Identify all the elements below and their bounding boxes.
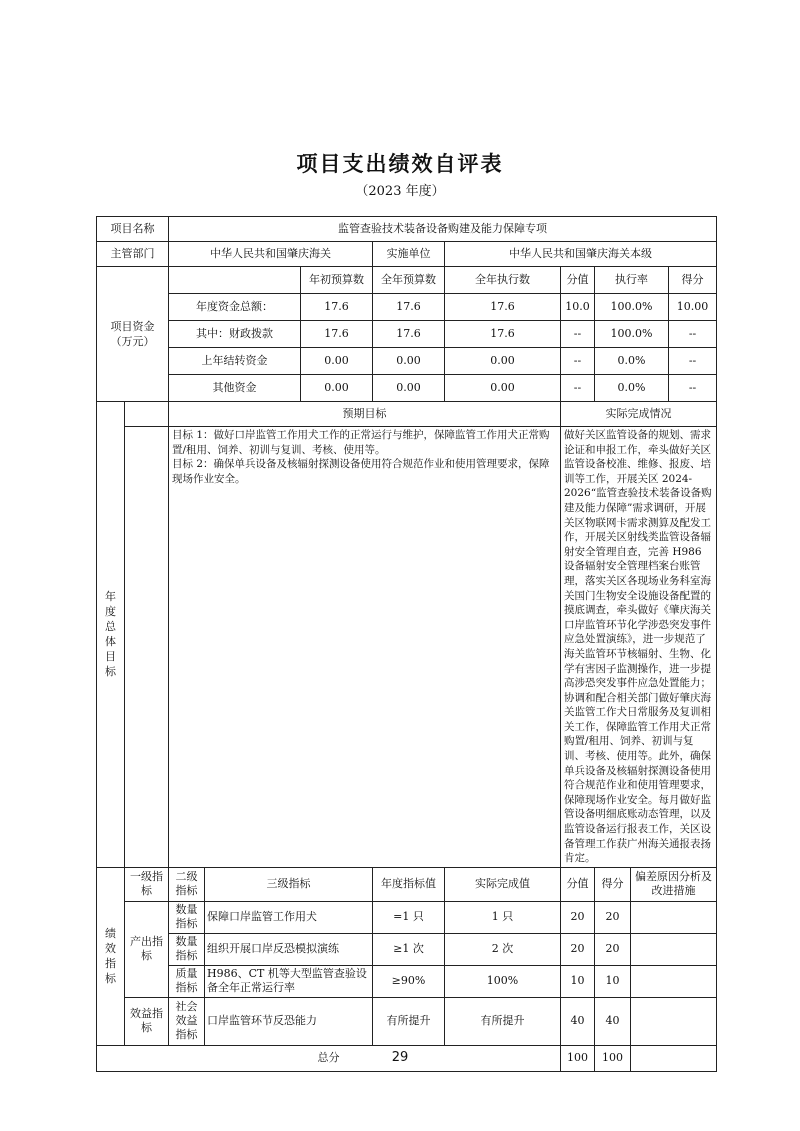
total-score: 100 bbox=[595, 1045, 631, 1071]
funds-row-initial: 17.6 bbox=[301, 321, 373, 348]
funds-row-executed: 17.6 bbox=[445, 294, 561, 321]
goals-expected-text-value: 目标 1：做好口岸监管工作用犬工作的正常运行与维护，保障监管工作用犬正常购置/租用、饲养、初训与复训、考核、使用等。 目标 2：确保单兵设备及核辐射探测设备使用符合规范作业和使用管理要求，保障现场作业安全。 bbox=[172, 429, 550, 485]
indicator-score-value: 20 bbox=[561, 933, 595, 965]
indicators-label: 绩 效 指 标 bbox=[97, 867, 125, 1045]
indicator-score-value: 20 bbox=[561, 901, 595, 933]
goals-content-row bbox=[97, 427, 717, 868]
indicator-l2: 数量指标 bbox=[169, 933, 205, 965]
impl-label: 实施单位 bbox=[373, 242, 445, 267]
funds-row-score: -- bbox=[669, 348, 717, 375]
funds-row-name: 上年结转资金 bbox=[169, 348, 301, 375]
year-subtitle: （2023 年度） bbox=[355, 184, 445, 199]
funds-header-annual: 全年预算数 bbox=[373, 267, 445, 294]
dept-value: 中华人民共和国肇庆海关 bbox=[169, 242, 373, 267]
indicator-actual: 1 只 bbox=[445, 901, 561, 933]
indicator-score: 20 bbox=[595, 901, 631, 933]
funds-row-annual: 0.00 bbox=[373, 348, 445, 375]
funds-row-rate: 100.0% bbox=[595, 321, 669, 348]
indicator-header-l1: 一级指标 bbox=[125, 867, 169, 901]
indicator-l2: 数量指标 bbox=[169, 901, 205, 933]
funds-header-blank bbox=[169, 267, 301, 294]
indicator-l2: 社会效益指标 bbox=[169, 997, 205, 1045]
funds-row-annual: 17.6 bbox=[373, 294, 445, 321]
indicator-row bbox=[97, 965, 717, 997]
indicator-header-remark: 偏差原因分析及改进措施 bbox=[631, 867, 717, 901]
funds-row-initial: 0.00 bbox=[301, 348, 373, 375]
funds-row-executed: 0.00 bbox=[445, 348, 561, 375]
indicator-l3: 口岸监管环节反恐能力 bbox=[205, 997, 373, 1045]
funds-label: 项目资金 （万元） bbox=[97, 267, 169, 402]
funds-row-executed: 17.6 bbox=[445, 321, 561, 348]
indicator-remark bbox=[631, 933, 717, 965]
funds-row-score: -- bbox=[669, 375, 717, 402]
indicator-remark bbox=[631, 901, 717, 933]
department-row bbox=[97, 242, 717, 267]
funds-header-score-value: 分值 bbox=[561, 267, 595, 294]
indicator-l1: 产出指标 bbox=[125, 901, 169, 997]
indicator-score: 10 bbox=[595, 965, 631, 997]
page-title: 项目支出绩效自评表 bbox=[296, 151, 504, 176]
funds-row-rate: 100.0% bbox=[595, 294, 669, 321]
goals-actual-header: 实际完成情况 bbox=[561, 402, 717, 427]
funds-row-name: 其他资金 bbox=[169, 375, 301, 402]
indicator-actual: 100% bbox=[445, 965, 561, 997]
goals-header-row bbox=[97, 402, 717, 427]
funds-row-score: -- bbox=[669, 321, 717, 348]
project-name-value: 监管查验技术装备设备购建及能力保障专项 bbox=[169, 217, 717, 242]
indicator-remark bbox=[631, 997, 717, 1045]
page-number: 29 bbox=[391, 1050, 409, 1065]
goals-spacer bbox=[125, 427, 169, 868]
indicator-header-l2: 二级指标 bbox=[169, 867, 205, 901]
indicator-score: 20 bbox=[595, 933, 631, 965]
funds-header-rate: 执行率 bbox=[595, 267, 669, 294]
funds-header-score: 得分 bbox=[669, 267, 717, 294]
funds-row bbox=[97, 375, 717, 402]
indicator-l2: 质量指标 bbox=[169, 965, 205, 997]
indicator-target: ≥1 次 bbox=[373, 933, 445, 965]
funds-row-score: 10.00 bbox=[669, 294, 717, 321]
indicator-l3: 组织开展口岸反恐模拟演练 bbox=[205, 933, 373, 965]
funds-row-initial: 0.00 bbox=[301, 375, 373, 402]
indicator-header-target: 年度指标值 bbox=[373, 867, 445, 901]
funds-row bbox=[97, 321, 717, 348]
total-value: 100 bbox=[561, 1045, 595, 1071]
funds-row-name: 其中：财政拨款 bbox=[169, 321, 301, 348]
indicator-remark bbox=[631, 965, 717, 997]
indicator-row bbox=[97, 901, 717, 933]
funds-row-annual: 0.00 bbox=[373, 375, 445, 402]
goals-actual-text: 做好关区监管设备的规划、需求论证和申报工作，牵头做好关区监管设备校准、维修、报废、培训等工作，开展关区 2024-2026“监管查验技术装备设备购建及能力保障”需求调研，开展关区物联网卡需求测算及配发工作，开展关区射线类监管设备辐射安全管理自查，完善 H986 设备辐射安全管理档案台账管理，落实关区各现场业务科室海关国门生物安全设施设备配置的摸底调查，牵头做好《肇庆海关口岸监管环节化学涉恐突发事件应急处置演练》，进一步规范了海关监管环节核辐射、生物、化学有害因子监测操作，进一步提高涉恐突发事件应急处置能力；协调和配合相关部门做好肇庆海关监管工作犬日常服务及复训相关工作，保障监管工作用犬正常购置/租用、饲养、初训与复训、考核、使用等。此外，确保单兵设备及核辐射探测设备使用符合规范作业和使用管理要求，保障现场作业安全。每月做好监管设备明细底账动态管理，以及监管设备运行报表工作，关区设备管理工作获广州海关通报表扬肯定。 bbox=[561, 427, 717, 868]
funds-row-initial: 17.6 bbox=[301, 294, 373, 321]
indicator-header-l3: 三级指标 bbox=[205, 867, 373, 901]
indicator-target: =1 只 bbox=[373, 901, 445, 933]
funds-row-rate: 0.0% bbox=[595, 348, 669, 375]
funds-row bbox=[97, 294, 717, 321]
funds-row-name: 年度资金总额： bbox=[169, 294, 301, 321]
indicator-actual: 2 次 bbox=[445, 933, 561, 965]
indicator-actual: 有所提升 bbox=[445, 997, 561, 1045]
funds-row bbox=[97, 348, 717, 375]
indicator-l3: H986、CT 机等大型监管查验设备全年正常运行率 bbox=[205, 965, 373, 997]
goals-label: 年 度 总 体 目 标 bbox=[97, 402, 125, 868]
indicator-score-value: 40 bbox=[561, 997, 595, 1045]
funds-row-executed: 0.00 bbox=[445, 375, 561, 402]
indicator-header-actual: 实际完成值 bbox=[445, 867, 561, 901]
indicator-target: ≥90% bbox=[373, 965, 445, 997]
project-name-label: 项目名称 bbox=[97, 217, 169, 242]
funds-row-score-value: -- bbox=[561, 321, 595, 348]
indicator-header-score-value: 分值 bbox=[561, 867, 595, 901]
indicator-header-score: 得分 bbox=[595, 867, 631, 901]
total-label: 总分 bbox=[97, 1045, 561, 1071]
funds-row-annual: 17.6 bbox=[373, 321, 445, 348]
indicators-header-row bbox=[97, 867, 717, 901]
indicator-row bbox=[97, 997, 717, 1045]
project-name-row bbox=[97, 217, 717, 242]
funds-row-score-value: -- bbox=[561, 348, 595, 375]
performance-table bbox=[96, 216, 717, 1072]
indicator-score: 40 bbox=[595, 997, 631, 1045]
goals-expected-text bbox=[169, 427, 561, 868]
funds-header-initial: 年初预算数 bbox=[301, 267, 373, 294]
funds-header-executed: 全年执行数 bbox=[445, 267, 561, 294]
dept-label: 主管部门 bbox=[97, 242, 169, 267]
funds-header-row bbox=[97, 267, 717, 294]
funds-row-score-value: 10.0 bbox=[561, 294, 595, 321]
funds-row-rate: 0.0% bbox=[595, 375, 669, 402]
indicator-target: 有所提升 bbox=[373, 997, 445, 1045]
impl-value: 中华人民共和国肇庆海关本级 bbox=[445, 242, 717, 267]
goals-spacer bbox=[125, 402, 169, 427]
indicator-l3: 保障口岸监管工作用犬 bbox=[205, 901, 373, 933]
funds-row-score-value: -- bbox=[561, 375, 595, 402]
indicator-row bbox=[97, 933, 717, 965]
indicator-score-value: 10 bbox=[561, 965, 595, 997]
indicator-l1: 效益指标 bbox=[125, 997, 169, 1045]
goals-expected-header: 预期目标 bbox=[169, 402, 561, 427]
